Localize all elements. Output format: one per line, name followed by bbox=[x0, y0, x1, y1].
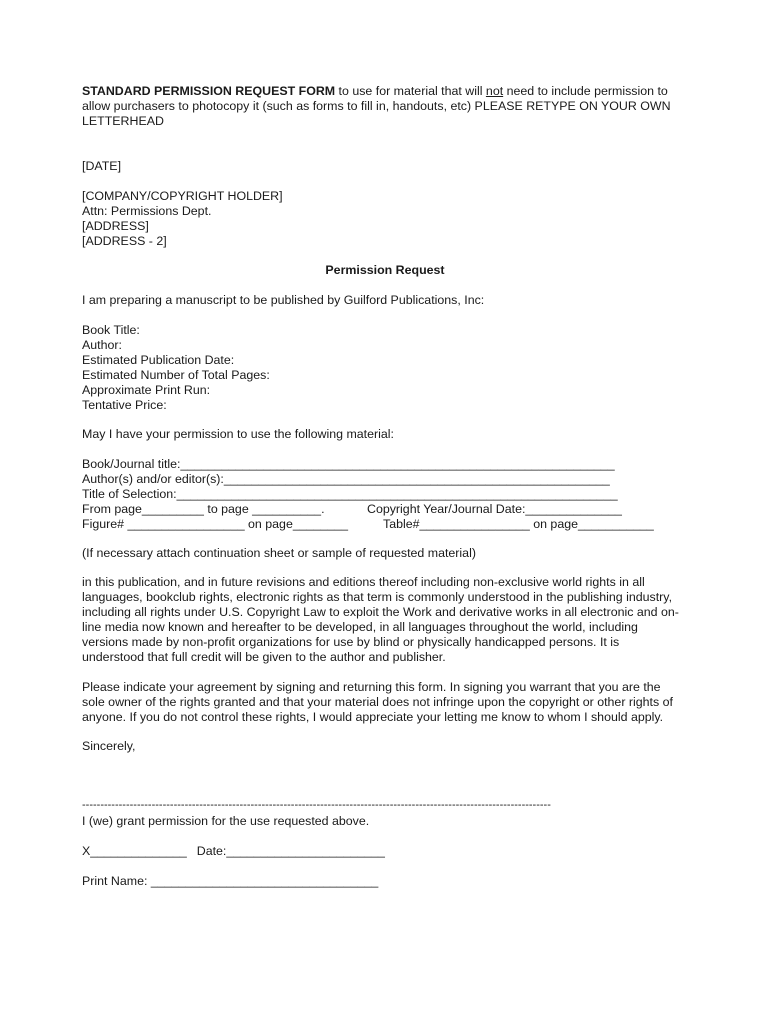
header-bold-title: STANDARD PERMISSION REQUEST FORM bbox=[82, 84, 336, 98]
document-title: Permission Request bbox=[325, 263, 445, 277]
agreement-line: anyone. If you do not control these rights, I would appreciate your letting me know to whom I should apply. bbox=[82, 710, 664, 724]
field-journal-title: Book/Journal title:_______________________________________________________________ bbox=[82, 457, 615, 471]
recipient-address bbox=[82, 189, 692, 249]
signature-date-line[interactable]: Date:_______________________ bbox=[196, 844, 385, 858]
agreement-paragraph bbox=[82, 680, 692, 725]
form-header bbox=[82, 84, 692, 129]
page-range-row bbox=[82, 502, 692, 517]
field-book-title: Book Title: bbox=[82, 323, 140, 337]
print-name-line[interactable]: Print Name: _________________________________ bbox=[82, 874, 379, 888]
field-authors-editors: Author(s) and/or editor(s):________________________________________________________ bbox=[82, 472, 610, 486]
material-fields bbox=[82, 457, 692, 532]
intro-text: I am preparing a manuscript to be published by Guilford Publications, Inc: bbox=[82, 293, 485, 307]
figure-table-row bbox=[82, 517, 692, 532]
address-line-1: [ADDRESS] bbox=[82, 219, 149, 233]
grant-statement: I (we) grant permission for the use requested above. bbox=[82, 814, 370, 828]
field-table: Table#________________ on page___________ bbox=[383, 517, 654, 531]
header-line-3: LETTERHEAD bbox=[82, 114, 164, 128]
field-publication-date: Estimated Publication Date: bbox=[82, 353, 235, 367]
signature-row bbox=[82, 844, 692, 859]
header-underlined-word: not bbox=[485, 84, 504, 98]
attachment-note: (If necessary attach continuation sheet or sample of requested material) bbox=[82, 546, 476, 560]
rights-line: versions made by non-profit organizations for use by blind or physically handicapped persons. It is bbox=[82, 635, 620, 649]
rights-line: understood that full credit will be given to the author and publisher. bbox=[82, 650, 446, 664]
permission-question: May I have your permission to use the following material: bbox=[82, 427, 394, 441]
field-print-run: Approximate Print Run: bbox=[82, 383, 211, 397]
header-line-2: allow purchasers to photocopy it (such as forms to fill in, handouts, etc) PLEASE RETYPE ON YOUR OWN bbox=[82, 99, 671, 113]
rights-line: languages, bookclub rights, electronic rights as that term is commonly understood in the publishing industry, bbox=[82, 590, 673, 604]
field-copyright-year: Copyright Year/Journal Date:______________ bbox=[367, 502, 622, 516]
rights-line: line media now known and hereafter to be developed, in all languages throughout the world, including bbox=[82, 620, 638, 634]
company-placeholder: [COMPANY/COPYRIGHT HOLDER] bbox=[82, 189, 283, 203]
rights-line: in this publication, and in future revisions and editions thereof including non-exclusive world rights in all bbox=[82, 575, 645, 589]
field-total-pages: Estimated Number of Total Pages: bbox=[82, 368, 270, 382]
book-fields bbox=[82, 323, 692, 413]
signature-line[interactable]: X______________ bbox=[82, 844, 187, 858]
cut-divider: -------------------------------------------------------------------------------------------------------------------------------- bbox=[82, 799, 551, 811]
header-text-2: need to include permission to bbox=[503, 84, 668, 98]
field-author: Author: bbox=[82, 338, 122, 352]
field-page-range: From page_________ to page __________. bbox=[82, 502, 325, 516]
field-price: Tentative Price: bbox=[82, 398, 167, 412]
attention-line: Attn: Permissions Dept. bbox=[82, 204, 212, 218]
closing-text: Sincerely, bbox=[82, 739, 136, 753]
agreement-line: sole owner of the rights granted and that your material does not infringe upon the copyright or other rights of bbox=[82, 695, 673, 709]
header-line-1 bbox=[82, 84, 692, 99]
field-figure: Figure# _________________ on page________ bbox=[82, 517, 348, 531]
rights-paragraph bbox=[82, 575, 692, 665]
address-line-2: [ADDRESS - 2] bbox=[82, 234, 167, 248]
rights-line: including all rights under U.S. Copyright Law to exploit the Work and derivative works in all electronic and on- bbox=[82, 605, 679, 619]
date-placeholder: [DATE] bbox=[82, 159, 122, 173]
agreement-line: Please indicate your agreement by signing and returning this form. In signing you warrant that you are the bbox=[82, 680, 661, 694]
field-selection-title: Title of Selection:________________________________________________________________ bbox=[82, 487, 618, 501]
header-text-1: to use for material that will bbox=[335, 84, 486, 98]
